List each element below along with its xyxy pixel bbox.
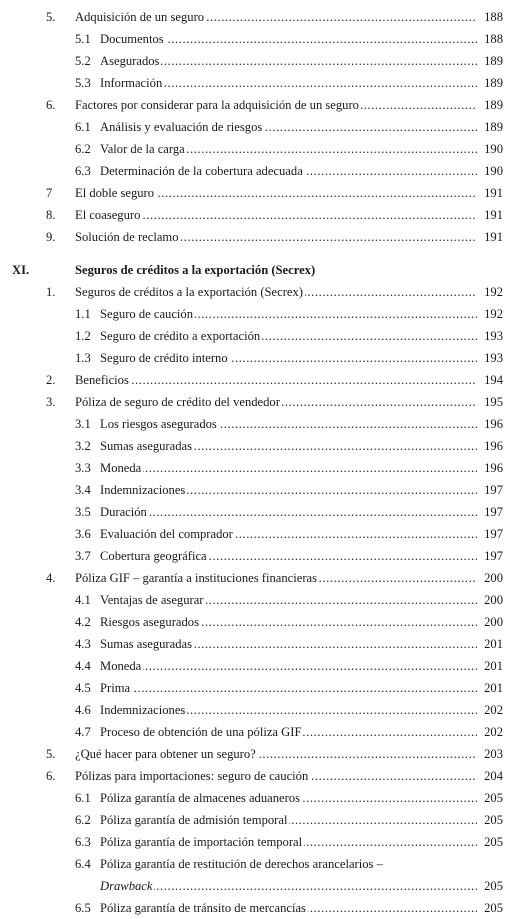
toc-entry-title: Indemnizaciones — [100, 703, 186, 717]
toc-entry-page-number: 196 — [479, 457, 503, 479]
toc-entry-number: 1.3 — [75, 351, 91, 365]
toc-entry-page-number: 201 — [479, 633, 503, 655]
toc-entry — [0, 567, 509, 589]
toc-entry-number: 6.4 — [75, 857, 91, 871]
toc-entry-page-number: 192 — [479, 303, 503, 325]
toc-entry — [0, 182, 509, 204]
toc-entry-number: 5.3 — [75, 76, 91, 90]
toc-entry-number: XI. — [12, 263, 30, 277]
toc-entry-title: Factores por considerar para la adquisición de un seguro — [75, 98, 359, 112]
toc-entry-title-wrap — [100, 853, 477, 875]
toc-entry-number: 5.1 — [75, 32, 91, 46]
toc-entry — [0, 6, 509, 28]
toc-entry-title-wrap — [100, 116, 477, 138]
toc-entry-title-wrap — [100, 831, 477, 853]
toc-entry-title: Moneda — [100, 659, 142, 673]
toc-entry-title: Análisis y evaluación de riesgos — [100, 120, 263, 134]
toc-entry-number: 7 — [46, 186, 53, 200]
toc-entry-number: 4.5 — [75, 681, 91, 695]
toc-entry-title: Póliza GIF – garantía a instituciones financieras — [75, 571, 318, 585]
toc-entry-title: Sumas aseguradas — [100, 637, 192, 651]
toc-entry-page-number: 201 — [479, 677, 503, 699]
toc-entry-page-number: 205 — [479, 831, 503, 853]
toc-entry-page-number: 197 — [479, 545, 503, 567]
toc-entry — [0, 457, 509, 479]
toc-entry-number: 1.2 — [75, 329, 91, 343]
toc-entry-page-number: 191 — [479, 204, 503, 226]
toc-entry — [0, 160, 509, 182]
toc-entry — [0, 303, 509, 325]
toc-entry-title: Los riesgos asegurados — [100, 417, 217, 431]
toc-entry-number: 4.2 — [75, 615, 91, 629]
toc-entry-number: 3.3 — [75, 461, 91, 475]
toc-entry-title-wrap — [100, 457, 477, 479]
chapter-heading — [0, 259, 509, 281]
toc-entry-number: 3.6 — [75, 527, 91, 541]
toc-entry-title-wrap — [75, 182, 477, 204]
toc-entry — [0, 325, 509, 347]
toc-entry-title-wrap — [100, 347, 477, 369]
toc-entry — [0, 699, 509, 721]
toc-entry — [0, 655, 509, 677]
toc-entry-title: Indemnizaciones — [100, 483, 186, 497]
toc-entry-number: 4.1 — [75, 593, 91, 607]
toc-entry-title: Prima — [100, 681, 131, 695]
toc-entry-title: Evaluación del comprador — [100, 527, 233, 541]
toc-entry-number: 6. — [46, 98, 56, 112]
toc-entry-title: Póliza garantía de almacenes aduaneros — [100, 791, 301, 805]
toc-entry-number: 6. — [46, 769, 56, 783]
toc-entry-title-wrap — [100, 875, 477, 897]
toc-entry-number: 8. — [46, 208, 56, 222]
toc-entry-title: Póliza garantía de admisión temporal — [100, 813, 288, 827]
toc-entry — [0, 809, 509, 831]
toc-entry-title-wrap — [100, 138, 477, 160]
toc-entry-title: Seguros de créditos a la exportación (Secrex) — [75, 285, 303, 299]
toc-entry-page-number: 190 — [479, 138, 503, 160]
toc-entry-title-wrap — [100, 523, 477, 545]
toc-entry — [0, 501, 509, 523]
toc-entry — [0, 94, 509, 116]
toc-entry-page-number: 204 — [479, 765, 503, 787]
toc-entry-title: Beneficios — [75, 373, 129, 387]
toc-entry-number: 3. — [46, 395, 56, 409]
toc-entry-title-wrap — [100, 633, 477, 655]
toc-entry-title: Valor de la carga — [100, 142, 185, 156]
toc-entry-title-wrap — [100, 72, 477, 94]
toc-entry — [0, 347, 509, 369]
toc-entry-page-number: 200 — [479, 567, 503, 589]
toc-entry-number: 4.3 — [75, 637, 91, 651]
toc-entry-title: Póliza garantía de importación temporal — [100, 835, 303, 849]
toc-entry-number: 6.2 — [75, 813, 91, 827]
toc-entry-number: 4. — [46, 571, 56, 585]
toc-entry-page-number: 200 — [479, 611, 503, 633]
toc-entry — [0, 589, 509, 611]
toc-entry-number: 5. — [46, 10, 56, 24]
toc-entry-title: Solución de reclamo — [75, 230, 179, 244]
toc-entry-title-wrap — [75, 281, 477, 303]
toc-entry — [0, 72, 509, 94]
toc-entry-title-wrap — [100, 699, 477, 721]
toc-entry — [0, 226, 509, 248]
toc-entry-title: Seguro de crédito a exportación — [100, 329, 261, 343]
toc-entry-title-wrap — [100, 897, 477, 919]
toc-entry — [0, 633, 509, 655]
toc-entry — [0, 677, 509, 699]
toc-entry-page-number: 192 — [479, 281, 503, 303]
toc-entry — [0, 545, 509, 567]
toc-entry-title-wrap — [75, 204, 477, 226]
toc-entry-title: Asegurados — [100, 54, 160, 68]
toc-entry-title: Duración — [100, 505, 147, 519]
toc-entry-number: 5. — [46, 747, 56, 761]
toc-entry-page-number: 202 — [479, 699, 503, 721]
toc-entry-page-number: 201 — [479, 655, 503, 677]
toc-entry — [0, 787, 509, 809]
toc-entry-page-number: 189 — [479, 50, 503, 72]
toc-entry-title-wrap — [75, 567, 477, 589]
toc-entry-number: 6.5 — [75, 901, 91, 915]
toc-entry-title: ¿Qué hacer para obtener un seguro? — [75, 747, 256, 761]
toc-entry-title-wrap — [100, 325, 477, 347]
toc-entry — [0, 116, 509, 138]
toc-entry-title: El doble seguro — [75, 186, 155, 200]
toc-entry-page-number: 190 — [479, 160, 503, 182]
toc-entry-number: 4.7 — [75, 725, 91, 739]
toc-entry — [0, 281, 509, 303]
toc-entry-page-number: 205 — [479, 897, 503, 919]
toc-entry-title-wrap — [75, 94, 477, 116]
toc-entry-title-wrap — [100, 611, 477, 633]
toc-entry-title: Seguro de caución — [100, 307, 194, 321]
toc-entry — [0, 523, 509, 545]
toc-entry-title-wrap — [100, 413, 477, 435]
toc-entry-number: 6.3 — [75, 835, 91, 849]
toc-entry-number: 3.4 — [75, 483, 91, 497]
toc-entry-title-wrap — [100, 545, 477, 567]
toc-entry — [0, 897, 509, 919]
toc-entry-title-wrap — [100, 655, 477, 677]
toc-entry-title-wrap — [75, 391, 477, 413]
toc-entry-page-number: 189 — [479, 72, 503, 94]
toc-entry-page-number: 193 — [479, 325, 503, 347]
toc-entry-page-number: 205 — [479, 809, 503, 831]
toc-entry-page-number: 188 — [479, 28, 503, 50]
toc-entry-page-number: 202 — [479, 721, 503, 743]
toc-entry-page-number: 189 — [479, 94, 503, 116]
toc-entry-page-number: 205 — [479, 787, 503, 809]
toc-entry-number: 3.2 — [75, 439, 91, 453]
toc-entry-title: Póliza de seguro de crédito del vendedor — [75, 395, 280, 409]
toc-entry-number: 2. — [46, 373, 56, 387]
toc-entry-title: Drawback — [100, 879, 153, 893]
toc-entry — [0, 435, 509, 457]
toc-entry-title: Determinación de la cobertura adecuada — [100, 164, 303, 178]
toc-entry — [0, 875, 509, 897]
toc-entry-title: El coaseguro — [75, 208, 141, 222]
toc-entry-page-number: 194 — [479, 369, 503, 391]
toc-entry-number: 4.6 — [75, 703, 91, 717]
toc-entry-number: 6.1 — [75, 791, 91, 805]
toc-entry — [0, 721, 509, 743]
toc-entry-number: 3.1 — [75, 417, 91, 431]
toc-entry-title-wrap — [75, 369, 477, 391]
toc-entry-title-wrap — [75, 226, 477, 248]
toc-entry-title-wrap — [100, 809, 477, 831]
toc-entry-page-number: 191 — [479, 182, 503, 204]
toc-entry-title: Cobertura geográfica — [100, 549, 207, 563]
toc-entry-title: Moneda — [100, 461, 142, 475]
toc-entry-title-wrap — [100, 787, 477, 809]
toc-entry-number: 5.2 — [75, 54, 91, 68]
toc-entry-number: 1. — [46, 285, 56, 299]
toc-entry-title: Seguros de créditos a la exportación (Secrex) — [75, 263, 316, 277]
toc-entry-title-wrap — [75, 259, 477, 281]
toc-entry — [0, 611, 509, 633]
toc-entry-number: 3.5 — [75, 505, 91, 519]
toc-entry-title-wrap — [100, 28, 477, 50]
toc-entry-title-wrap — [100, 501, 477, 523]
table-of-contents — [0, 6, 509, 919]
toc-entry-title-wrap — [100, 50, 477, 72]
toc-entry-page-number: 196 — [479, 435, 503, 457]
toc-entry — [0, 831, 509, 853]
toc-entry — [0, 391, 509, 413]
toc-entry-page-number: 189 — [479, 116, 503, 138]
toc-entry-title: Póliza garantía de restitución de derechos arancelarios – — [100, 857, 383, 871]
toc-entry-title-wrap — [75, 743, 477, 765]
toc-entry-page-number: 196 — [479, 413, 503, 435]
toc-entry — [0, 50, 509, 72]
toc-entry-title: Sumas aseguradas — [100, 439, 192, 453]
toc-entry-number: 4.4 — [75, 659, 91, 673]
toc-entry — [0, 28, 509, 50]
toc-entry — [0, 413, 509, 435]
toc-entry-page-number: 197 — [479, 479, 503, 501]
toc-entry-title: Pólizas para importaciones: seguro de caución — [75, 769, 309, 783]
toc-entry-title-wrap — [100, 479, 477, 501]
toc-entry-title: Información — [100, 76, 163, 90]
toc-entry-title: Ventajas de asegurar — [100, 593, 204, 607]
toc-entry-title-wrap — [100, 303, 477, 325]
toc-entry-number: 1.1 — [75, 307, 91, 321]
toc-entry-title: Seguro de crédito interno — [100, 351, 228, 365]
toc-entry-title: Póliza garantía de tránsito de mercancías — [100, 901, 306, 915]
toc-entry — [0, 853, 509, 875]
toc-entry — [0, 479, 509, 501]
toc-entry-page-number: 197 — [479, 523, 503, 545]
toc-entry-number: 6.1 — [75, 120, 91, 134]
toc-entry-title: Proceso de obtención de una póliza GIF — [100, 725, 302, 739]
toc-entry — [0, 743, 509, 765]
toc-entry-title-wrap — [100, 435, 477, 457]
toc-entry-title-wrap — [100, 721, 477, 743]
toc-entry-page-number: 203 — [479, 743, 503, 765]
toc-entry-title: Documentos — [100, 32, 164, 46]
toc-entry-title: Riesgos asegurados — [100, 615, 199, 629]
toc-entry — [0, 765, 509, 787]
toc-entry-number: 6.3 — [75, 164, 91, 178]
toc-entry-title-wrap — [75, 6, 477, 28]
toc-entry-number: 3.7 — [75, 549, 91, 563]
toc-entry-title: Adquisición de un seguro — [75, 10, 205, 24]
toc-entry-title-wrap — [100, 160, 477, 182]
toc-entry-title-wrap — [100, 589, 477, 611]
toc-entry-page-number: 191 — [479, 226, 503, 248]
toc-entry-title-wrap — [100, 677, 477, 699]
toc-entry-page-number: 193 — [479, 347, 503, 369]
toc-entry-page-number: 188 — [479, 6, 503, 28]
toc-entry-page-number: 195 — [479, 391, 503, 413]
toc-entry-page-number: 197 — [479, 501, 503, 523]
toc-entry-title-wrap — [75, 765, 477, 787]
toc-entry-page-number: 200 — [479, 589, 503, 611]
toc-entry — [0, 138, 509, 160]
toc-entry — [0, 204, 509, 226]
toc-entry-number: 9. — [46, 230, 56, 244]
toc-entry-page-number: 205 — [479, 875, 503, 897]
toc-entry — [0, 369, 509, 391]
toc-entry-number: 6.2 — [75, 142, 91, 156]
